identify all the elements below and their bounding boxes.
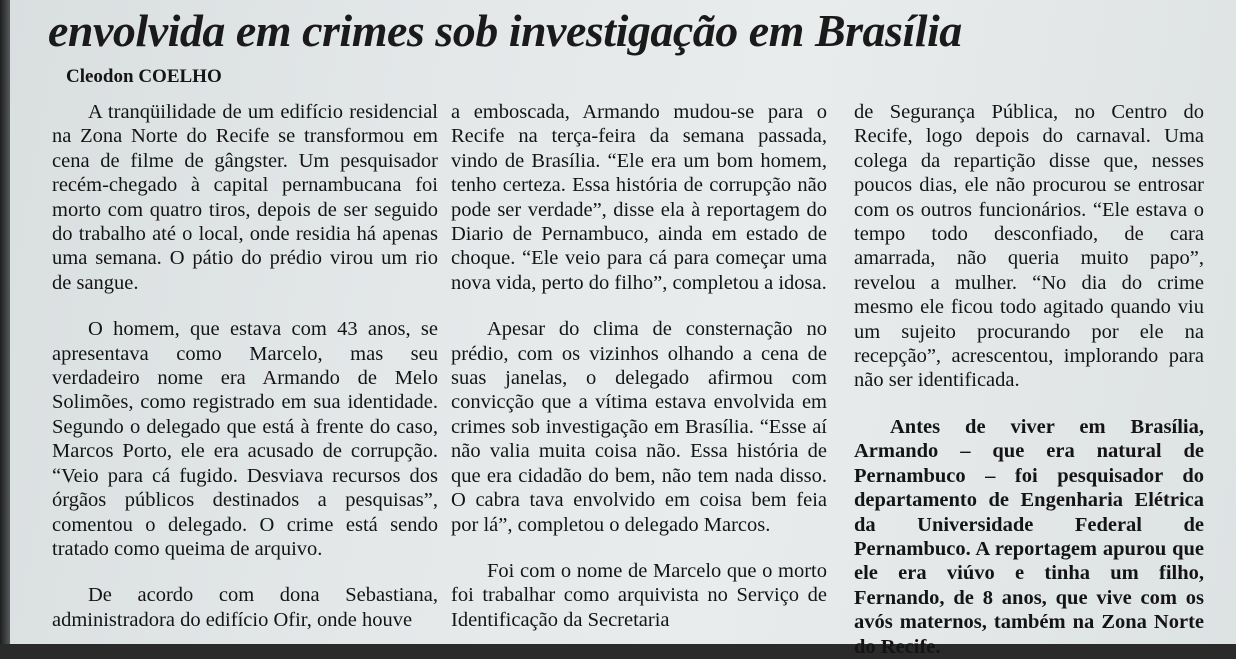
paragraph: a emboscada, Armando mudou-se para o Recife na terça-feira da semana passada, vindo de Brasília. “Ele era um bom homem, tenho certeza. Essa história de corrupção não pode ser verdade”, disse ela à reportagem do Diario de Pernambuco, ainda em estado de choque. “Ele veio para cá para começar uma nova vida, perto do filho”, completou a idosa. xyxy=(451,101,827,294)
article-column-1 xyxy=(52,100,438,644)
article-column-2 xyxy=(451,100,827,644)
paragraph: O homem, que estava com 43 anos, se apresentava como Marcelo, mas seu verdadeiro nome era Armando de Melo Solimões, como registrado em sua identidade. Segundo o delegado que está à frente do caso, Marcos Porto, ele era acusado de corrupção. “Veio para cá fugido. Desviava recursos dos órgãos públicos destinados a pesquisas”, comentou o delegado. O crime está sendo tratado como queima de arquivo. xyxy=(52,318,438,560)
article-column-3 xyxy=(854,100,1204,658)
paragraph: A tranqüilidade de um edifício residencial na Zona Norte do Recife se transformou em cena de filme de gângster. Um pesquisador recém-chegado à capital pernambucana foi morto com quatro tiros, depois de ser seguido do trabalho até o local, onde residia há apenas uma semana. O pátio do prédio virou um rio de sangue. xyxy=(52,101,438,294)
headline: envolvida em crimes sob investigação em Brasília xyxy=(48,5,962,56)
paragraph: de Segurança Pública, no Centro do Recife, logo depois do carnaval. Uma colega da repartição disse que, nesses poucos dias, ele não procurou se entrosar com os outros funcionários. “Ele estava o tempo todo desconfiado, de cara amarrada, não queria muito papo”, revelou a mulher. “No dia do crime mesmo ele ficou todo agitado quando viu um sujeito procurando por ele na recepção”, acrescentou, implorando para não ser identificada. xyxy=(854,101,1204,392)
byline: Cleodon COELHO xyxy=(66,66,222,87)
photo-edge-shadow xyxy=(0,0,10,644)
paragraph: Foi com o nome de Marcelo que o morto foi trabalhar como arquivista no Serviço de Identificação da Secretaria xyxy=(451,559,827,631)
paragraph: Antes de viver em Brasília, Armando – que era natural de Pernambuco – foi pesquisador do departamento de Engenharia Elétrica da Universidade Federal de Pernambuco. A reportagem apurou que ele era viúvo e tinha um filho, Fernando, de 8 anos, que vive com os avós maternos, também na Zona Norte do Recife. xyxy=(854,415,1204,658)
paragraph: De acordo com dona Sebastiana, administradora do edifício Ofir, onde houve xyxy=(52,584,438,631)
paragraph: Apesar do clima de consternação no prédio, com os vizinhos olhando a cena de suas janelas, o delegado afirmou com convicção que a vítima estava envolvida em crimes sob investigação em Brasília. “Esse aí não valia muita coisa não. Essa história de que era cidadão do bem, não tem nada disso. O cabra tava envolvido em coisa bem feia por lá”, completou o delegado Marcos. xyxy=(451,318,827,536)
